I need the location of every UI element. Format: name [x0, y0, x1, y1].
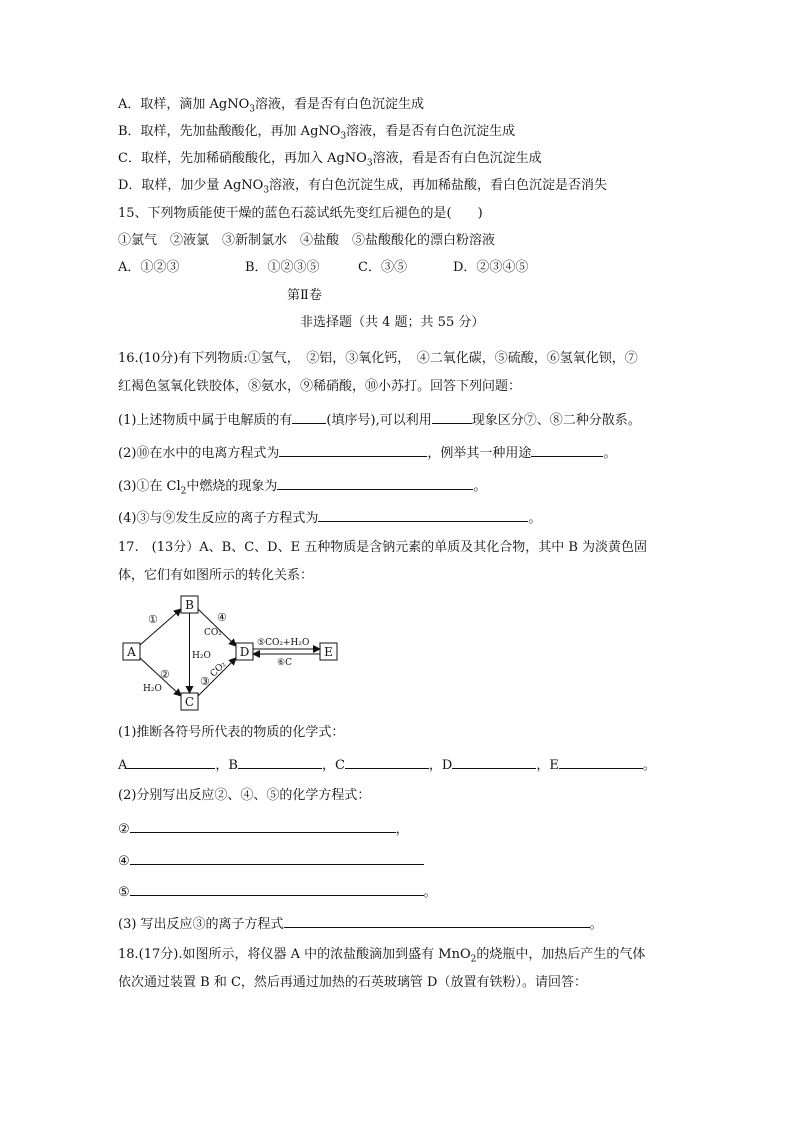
section-subtitle: 非选择题（共 4 题；共 55 分）	[300, 315, 485, 330]
node-a: A	[127, 645, 136, 659]
answer-blank[interactable]	[318, 508, 528, 522]
q16-part3: (3)①在 $Cl_2$中燃烧的现象为 。	[118, 476, 486, 501]
q17-stem-line1: 17. (13分）A、B、C、D、E 五种物质是含钠元素的单质及其化合物，其中 B 为淡黄色固	[118, 540, 648, 555]
q14-option-a: A．取样，滴加 AgNO$_3$溶液，看是否有白色沉淀生成	[118, 97, 425, 115]
q14-option-b: B．取样，先加盐酸酸化，再加 AgNO$_3$溶液，看是否有白色沉淀生成	[118, 124, 516, 142]
reaction-2-reagent: H₂O	[143, 684, 162, 694]
q17-part2: (2)分别写出反应②、④、⑤的化学方程式：	[118, 788, 371, 803]
q18-line1: 18.(17分).如图所示，将仪器 A 中的浓盐酸滴加到盛有 MnO$_2$的烧瓶中，加热后产生的气体	[118, 947, 646, 965]
b-to-c-reagent: H₂O	[192, 651, 211, 661]
reaction-1-label: ①	[148, 613, 158, 626]
q17-eq4: ④	[118, 851, 424, 871]
q15-choice-c: C．③⑤	[358, 260, 407, 275]
arrow-a-b	[140, 609, 181, 645]
node-c: C	[184, 695, 195, 709]
answer-blank[interactable]	[284, 914, 590, 928]
node-b: B	[185, 598, 194, 612]
q17-part3: (3) 写出反应③的离子方程式 。	[118, 914, 603, 934]
q17-stem-line2: 体，它们有如图所示的转化关系：	[118, 568, 314, 583]
q14-option-c: C．取样，先加稀硝酸酸化，再加入 AgNO$_3$溶液，看是否有白色沉淀生成	[118, 151, 542, 169]
answer-blank[interactable]	[130, 851, 424, 865]
answer-blank[interactable]	[130, 819, 396, 833]
q15-choice-d: D．②③④⑤	[453, 260, 529, 275]
q16-stem-line1: 16.(10分)有下列物质:①氢气， ②铝，③氧化钙， ④二氧化碳，⑤硫酸，⑥氢氧化钡，⑦	[118, 351, 638, 366]
answer-blank[interactable]	[277, 476, 473, 490]
answer-blank[interactable]	[531, 443, 603, 457]
q17-eq2: ② ，	[118, 819, 409, 839]
q16-stem-line2: 红褐色氢氧化铁胶体，⑧氨水，⑨稀硝酸，⑩小苏打。回答下列问题：	[118, 379, 522, 394]
q16-part1: (1)上述物质中属于电解质的有 (填序号),可以利用 现象区分⑦、⑧二种分散系。	[118, 410, 641, 430]
answer-blank[interactable]	[345, 755, 429, 769]
reaction-5-label: ⑤CO₂+H₂O	[257, 638, 310, 648]
q16-part4: (4)③与⑨发生反应的离子方程式为 。	[118, 508, 541, 528]
conversion-diagram	[118, 592, 348, 717]
q15-choice-a: A．①②③	[118, 260, 180, 275]
section-title: 第Ⅱ卷	[287, 288, 322, 303]
answer-blank[interactable]	[130, 882, 424, 896]
answer-blank[interactable]	[279, 443, 427, 457]
reaction-2-label: ②	[160, 668, 170, 681]
q15-stem: 15、下列物质能使干燥的蓝色石蕊试纸先变红后褪色的是( )	[118, 206, 483, 221]
reaction-3-reagent: CO₂	[208, 659, 229, 680]
answer-blank[interactable]	[238, 755, 322, 769]
answer-blank[interactable]	[559, 755, 643, 769]
answer-blank[interactable]	[432, 410, 472, 424]
q15-choice-b: B．①②③⑤	[245, 260, 320, 275]
answer-blank[interactable]	[452, 755, 536, 769]
q17-formula-row: A ，B ，C ，D ，E 。	[118, 755, 656, 775]
reaction-4-reagent: CO₂	[204, 628, 222, 638]
q16-part2: (2)⑩在水中的电离方程式为 ，例举其一种用途 。	[118, 443, 616, 463]
q14-option-d: D．取样，加少量 AgNO$_3$溶液，有白色沉淀生成，再加稀盐酸，看白色沉淀是否消失	[118, 178, 608, 196]
reaction-4-label: ④	[217, 611, 227, 624]
q15-substances: ①氯气 ②液氯 ③新制氯水 ④盐酸 ⑤盐酸酸化的漂白粉溶液	[118, 233, 496, 248]
reaction-3-label: ③	[200, 675, 210, 688]
q17-part1: (1)推断各符号所代表的物质的化学式：	[118, 725, 345, 740]
reaction-6-label: ⑥C	[277, 658, 292, 668]
q17-eq5: ⑤ 。	[118, 882, 437, 902]
answer-blank[interactable]	[127, 755, 215, 769]
node-d: D	[239, 645, 250, 659]
answer-blank[interactable]	[292, 410, 326, 424]
node-e: E	[324, 645, 333, 659]
q18-line2: 依次通过装置 B 和 C，然后再通过加热的石英玻璃管 D（放置有铁粉）。请回答：	[118, 975, 587, 990]
